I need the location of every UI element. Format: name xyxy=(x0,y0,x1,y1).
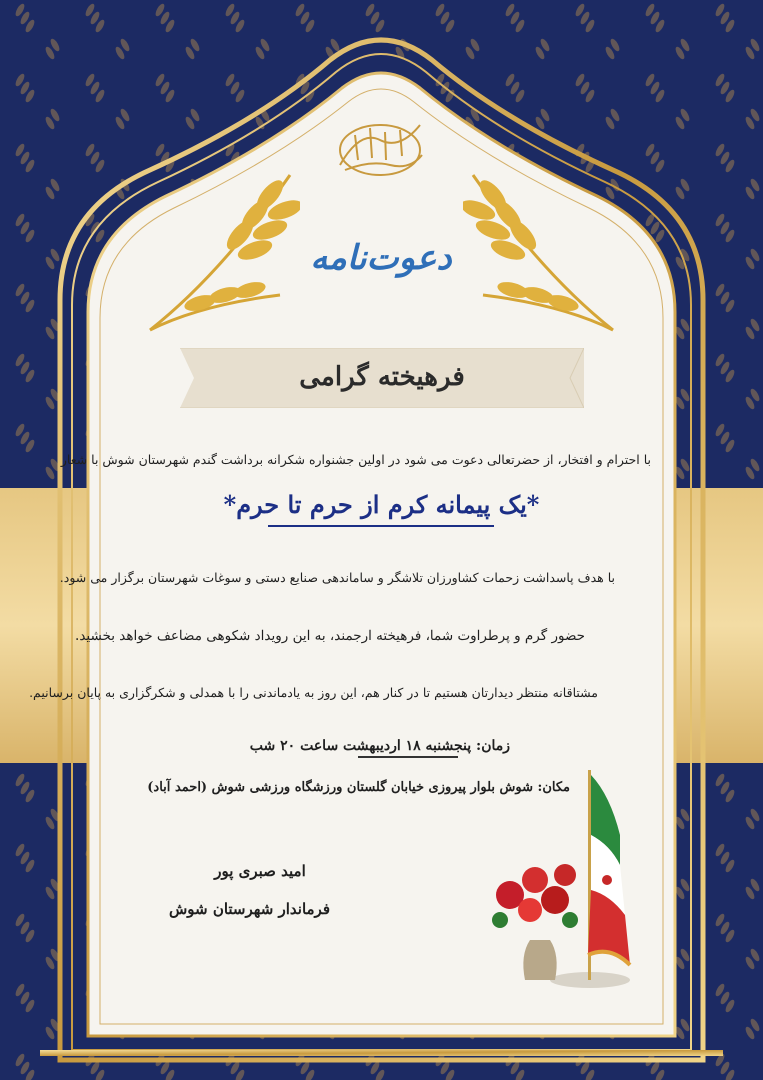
wheat-right-icon xyxy=(463,155,623,335)
purpose-line: با هدف پاسداشت زحمات کشاورزان تلاشگر و ساماندهی صنایع دستی و سوغات شهرستان برگزار می شود. xyxy=(59,570,615,585)
invitation-title: دعوت‌نامه xyxy=(310,238,452,278)
event-time: زمان: پنجشنبه ۱۸ اردیبهشت ساعت ۲۰ شب xyxy=(249,738,510,754)
closing-line: مشتاقانه منتظر دیدارتان هستیم تا در کنار هم، این روز به یادماندنی را با همدلی و شکرگزاری به پایان برسانیم. xyxy=(29,685,598,700)
bismillah-calligraphy xyxy=(330,110,430,185)
intro-line: با احترام و افتخار، از حضرتعالی دعوت می شود در اولین جشنواره شکرانه برداشت گندم شهرستان شوش با شعار xyxy=(60,452,651,467)
presence-line: حضور گرم و پرطراوت شما، فرهیخته ارجمند، به این رویداد شکوهی مضاعف خواهد بخشید. xyxy=(75,628,585,644)
slogan-underline xyxy=(268,525,494,527)
flag-flowers-icon xyxy=(470,765,640,1000)
time-underline xyxy=(358,756,458,758)
signer-name: امید صبری پور xyxy=(214,862,306,880)
signer-title: فرماندار شهرستان شوش xyxy=(168,900,330,918)
slogan-text: *یک پیمانه کرم از حرم تا حرم* xyxy=(223,490,540,519)
event-place: مکان: شوش بلوار پیروزی خیابان گلستان ورزشگاه ورزشی شوش (احمد آباد) xyxy=(147,780,570,795)
wheat-left-icon xyxy=(140,155,300,335)
greeting-text: فرهیخته گرامی xyxy=(299,362,465,392)
